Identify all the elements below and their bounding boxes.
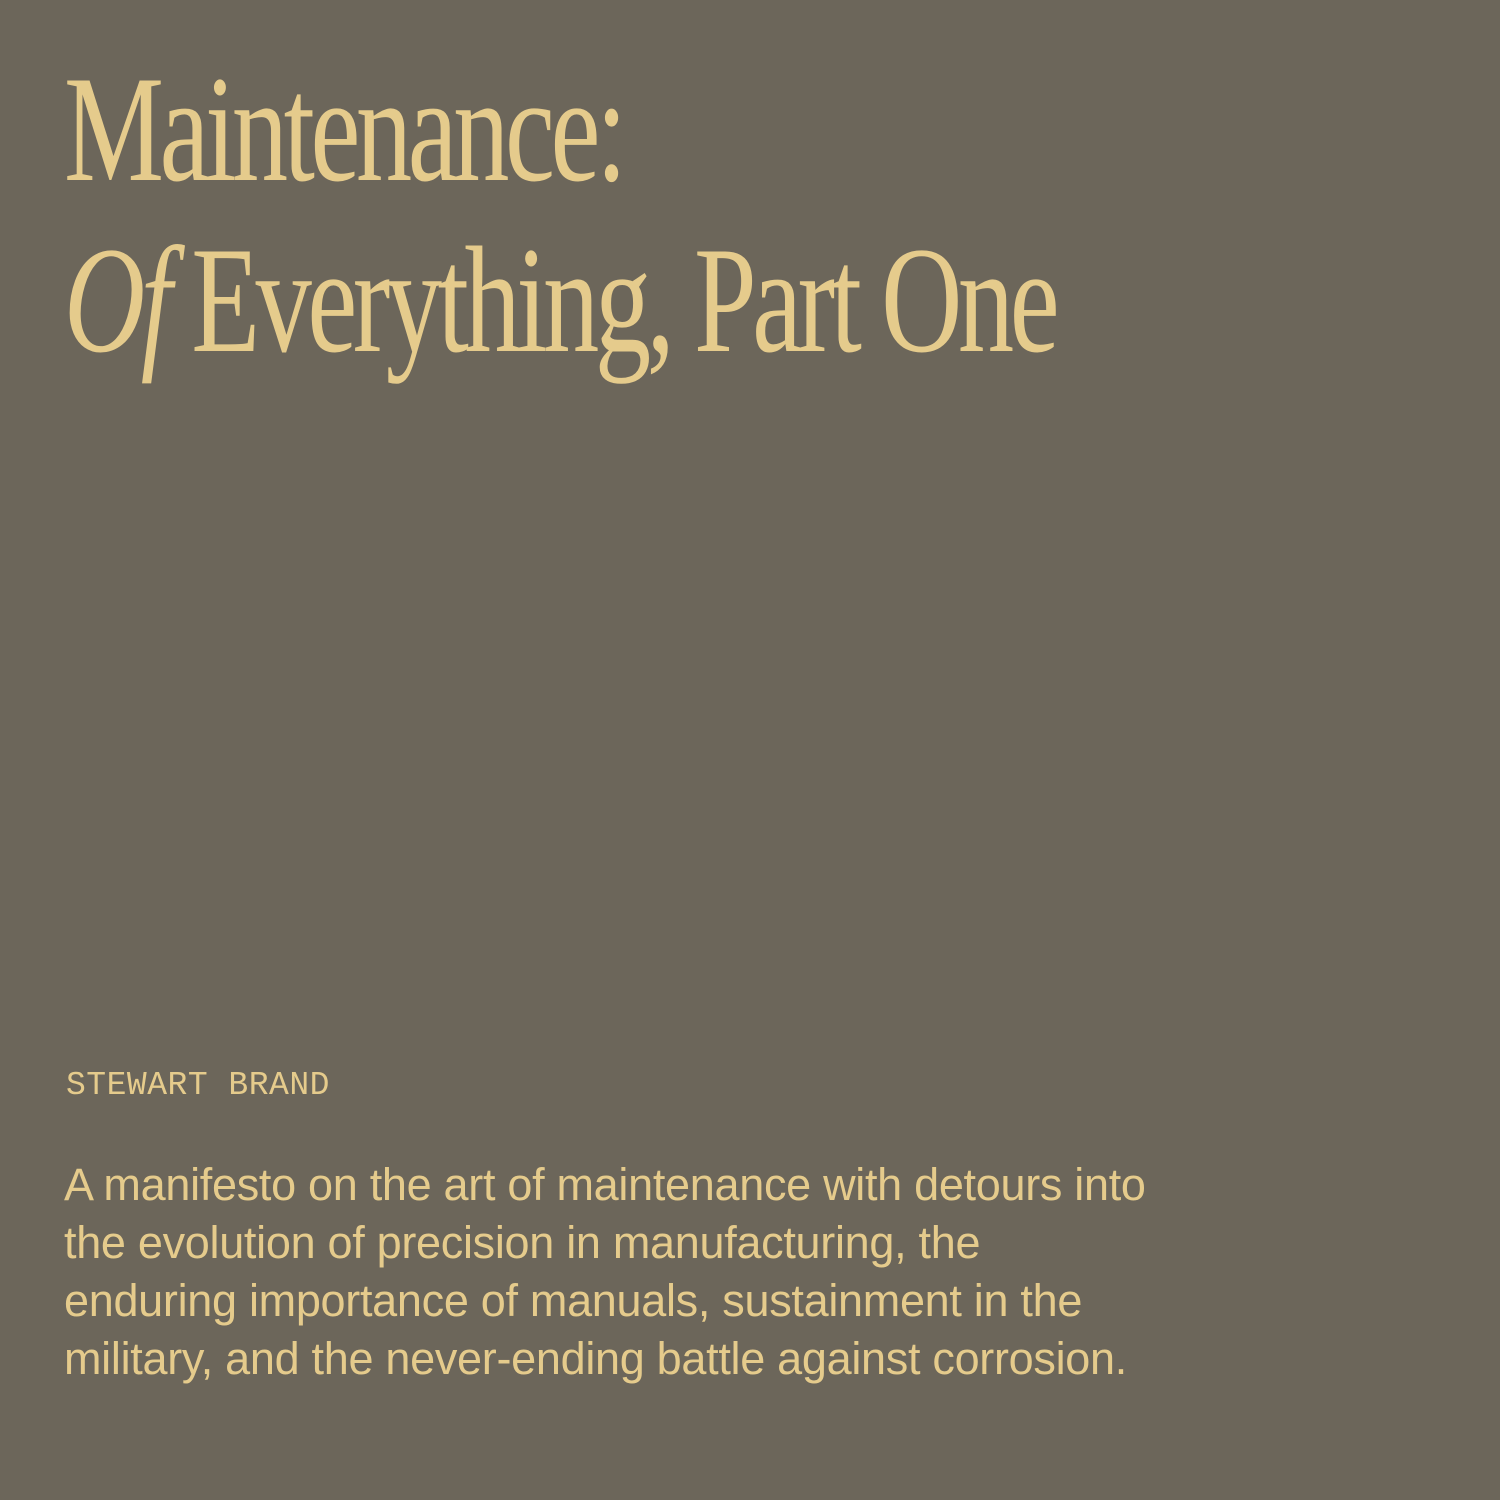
- title-line-2: [64, 215, 1085, 386]
- author-name: STEWART BRAND: [66, 1067, 330, 1104]
- title-line-1: Maintenance:: [64, 45, 623, 213]
- title-subtitle: Everything, Part One: [167, 216, 1056, 384]
- title-italic-word: Of: [64, 216, 168, 384]
- page-title: [64, 44, 1085, 386]
- description-text: A manifesto on the art of maintenance with detours into the evolution of precision in manufacturing, the enduring importance of manuals, sustainment in the military, and the never-ending battle against corrosion.: [64, 1159, 1146, 1384]
